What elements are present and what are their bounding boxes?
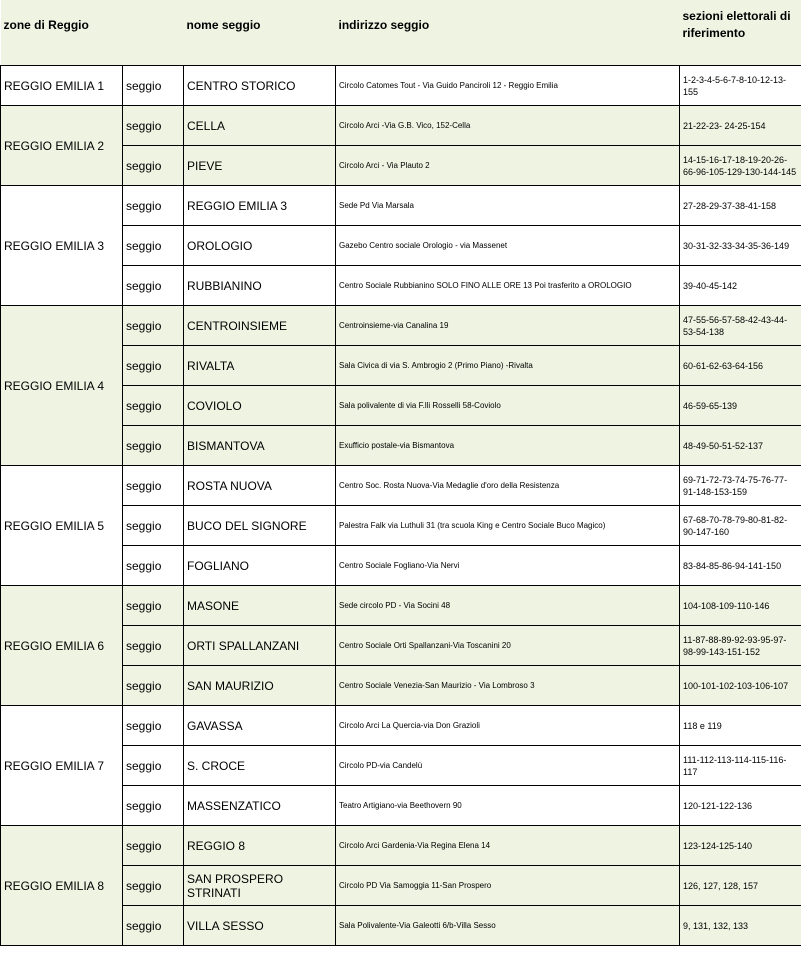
seggio-address: Centro Sociale Orti Spallanzani-Via Toscanini 20 <box>336 626 680 666</box>
seggio-sections: 126, 127, 128, 157 <box>680 866 801 906</box>
seggio-sections: 30-31-32-33-34-35-36-149 <box>680 226 801 266</box>
table-row <box>1 586 801 626</box>
seggio-name: REGGIO EMILIA 3 <box>184 186 336 226</box>
seggio-type: seggio <box>123 906 184 946</box>
seggio-name: MASONE <box>184 586 336 626</box>
seggio-type: seggio <box>123 146 184 186</box>
seggio-type: seggio <box>123 546 184 586</box>
header-type <box>123 0 184 66</box>
seggio-sections: 46-59-65-139 <box>680 386 801 426</box>
seggio-sections: 120-121-122-136 <box>680 786 801 826</box>
zone-label: REGGIO EMILIA 4 <box>1 306 123 466</box>
seggio-address: Circolo PD Via Samoggia 11-San Prospero <box>336 866 680 906</box>
seggio-sections: 39-40-45-142 <box>680 266 801 306</box>
zone-label: REGGIO EMILIA 6 <box>1 586 123 706</box>
seggio-type: seggio <box>123 386 184 426</box>
seggio-name: SAN PROSPERO STRINATI <box>184 866 336 906</box>
seggio-type: seggio <box>123 186 184 226</box>
seggio-address: Centro Sociale Rubbianino SOLO FINO ALLE ORE 13 Poi trasferito a OROLOGIO <box>336 266 680 306</box>
seggio-address: Circolo PD-via Candelù <box>336 746 680 786</box>
zone-label: REGGIO EMILIA 3 <box>1 186 123 306</box>
seggio-name: OROLOGIO <box>184 226 336 266</box>
seggio-address: Circolo Arci -Via G.B. Vico, 152-Cella <box>336 106 680 146</box>
table-row <box>1 186 801 226</box>
seggio-type: seggio <box>123 626 184 666</box>
seggio-name: ROSTA NUOVA <box>184 466 336 506</box>
seggio-sections: 60-61-62-63-64-156 <box>680 346 801 386</box>
seggio-sections: 111-112-113-114-115-116-117 <box>680 746 801 786</box>
seggio-address: Centroinsieme-via Canalina 19 <box>336 306 680 346</box>
header-address: indirizzo seggio <box>336 0 680 66</box>
seggio-type: seggio <box>123 706 184 746</box>
seggio-sections: 69-71-72-73-74-75-76-77-91-148-153-159 <box>680 466 801 506</box>
seggio-sections: 123-124-125-140 <box>680 826 801 866</box>
seggio-sections: 1-2-3-4-5-6-7-8-10-12-13-155 <box>680 66 801 106</box>
seggio-name: MASSENZATICO <box>184 786 336 826</box>
seggio-address: Gazebo Centro sociale Orologio - via Massenet <box>336 226 680 266</box>
seggio-name: VILLA SESSO <box>184 906 336 946</box>
table-row <box>1 826 801 866</box>
seggio-address: Circolo Arci Gardenia-Via Regina Elena 14 <box>336 826 680 866</box>
seggio-type: seggio <box>123 586 184 626</box>
seggio-name: RIVALTA <box>184 346 336 386</box>
seggio-address: Exufficio postale-via Bismantova <box>336 426 680 466</box>
seggio-type: seggio <box>123 826 184 866</box>
header-sections: sezioni elettorali di riferimento <box>680 0 801 66</box>
seggio-sections: 83-84-85-86-94-141-150 <box>680 546 801 586</box>
table-row <box>1 106 801 146</box>
seggio-name: CENTRO STORICO <box>184 66 336 106</box>
seggio-address: Centro Sociale Venezia-San Maurizio - Via Lombroso 3 <box>336 666 680 706</box>
seggio-address: Sede circolo PD - Via Socini 48 <box>336 586 680 626</box>
seggio-name: RUBBIANINO <box>184 266 336 306</box>
seggio-address: Circolo Arci La Quercia-via Don Grazioli <box>336 706 680 746</box>
seggio-type: seggio <box>123 666 184 706</box>
header-name: nome seggio <box>184 0 336 66</box>
seggio-name: BUCO DEL SIGNORE <box>184 506 336 546</box>
seggio-type: seggio <box>123 786 184 826</box>
seggio-name: GAVASSA <box>184 706 336 746</box>
seggio-sections: 47-55-56-57-58-42-43-44-53-54-138 <box>680 306 801 346</box>
seggio-address: Sala polivalente di via F.lli Rosselli 58-Coviolo <box>336 386 680 426</box>
seggio-type: seggio <box>123 746 184 786</box>
header-row <box>1 0 801 66</box>
seggio-type: seggio <box>123 306 184 346</box>
seggio-name: FOGLIANO <box>184 546 336 586</box>
seggio-type: seggio <box>123 106 184 146</box>
seggio-address: Sala Civica di via S. Ambrogio 2 (Primo Piano) -Rivalta <box>336 346 680 386</box>
seggio-sections: 9, 131, 132, 133 <box>680 906 801 946</box>
seggio-address: Teatro Artigiano-via Beethovern 90 <box>336 786 680 826</box>
seggio-address: Sede Pd Via Marsala <box>336 186 680 226</box>
seggio-sections: 118 e 119 <box>680 706 801 746</box>
table-body <box>1 66 801 946</box>
seggio-type: seggio <box>123 466 184 506</box>
seggio-sections: 67-68-70-78-79-80-81-82-90-147-160 <box>680 506 801 546</box>
seggio-sections: 14-15-16-17-18-19-20-26-66-96-105-129-130-144-145 <box>680 146 801 186</box>
seggio-address: Centro Soc. Rosta Nuova-Via Medaglie d'oro della Resistenza <box>336 466 680 506</box>
seggio-name: ORTI SPALLANZANI <box>184 626 336 666</box>
seggio-sections: 11-87-88-89-92-93-95-97-98-99-143-151-152 <box>680 626 801 666</box>
seggio-sections: 104-108-109-110-146 <box>680 586 801 626</box>
seggio-type: seggio <box>123 226 184 266</box>
seggio-type: seggio <box>123 346 184 386</box>
seggio-name: COVIOLO <box>184 386 336 426</box>
seggio-sections: 27-28-29-37-38-41-158 <box>680 186 801 226</box>
seggio-type: seggio <box>123 426 184 466</box>
seggio-address: Sala Polivalente-Via Galeotti 6/b-Villa Sesso <box>336 906 680 946</box>
table-row <box>1 66 801 106</box>
seggio-sections: 48-49-50-51-52-137 <box>680 426 801 466</box>
seggio-name: REGGIO 8 <box>184 826 336 866</box>
table-row <box>1 706 801 746</box>
zone-label: REGGIO EMILIA 5 <box>1 466 123 586</box>
seggio-name: PIEVE <box>184 146 336 186</box>
seggio-sections: 21-22-23- 24-25-154 <box>680 106 801 146</box>
zone-label: REGGIO EMILIA 2 <box>1 106 123 186</box>
zone-label: REGGIO EMILIA 8 <box>1 826 123 946</box>
seggio-name: BISMANTOVA <box>184 426 336 466</box>
table-row <box>1 466 801 506</box>
seggio-type: seggio <box>123 266 184 306</box>
seggio-address: Centro Sociale Fogliano-Via Nervi <box>336 546 680 586</box>
seggio-name: SAN MAURIZIO <box>184 666 336 706</box>
seggio-address: Palestra Falk via Luthuli 31 (tra scuola King e Centro Sociale Buco Magico) <box>336 506 680 546</box>
header-zone: zone di Reggio <box>1 0 123 66</box>
seggio-address: Circolo Catomes Tout - Via Guido Panciroli 12 - Reggio Emilia <box>336 66 680 106</box>
seggio-name: CENTROINSIEME <box>184 306 336 346</box>
zone-label: REGGIO EMILIA 7 <box>1 706 123 826</box>
zone-label: REGGIO EMILIA 1 <box>1 66 123 106</box>
seggio-address: Circolo Arci - Via Plauto 2 <box>336 146 680 186</box>
seggio-sections: 100-101-102-103-106-107 <box>680 666 801 706</box>
seggio-name: S. CROCE <box>184 746 336 786</box>
seggio-type: seggio <box>123 66 184 106</box>
table-row <box>1 306 801 346</box>
seggio-type: seggio <box>123 506 184 546</box>
seggio-name: CELLA <box>184 106 336 146</box>
seggio-type: seggio <box>123 866 184 906</box>
